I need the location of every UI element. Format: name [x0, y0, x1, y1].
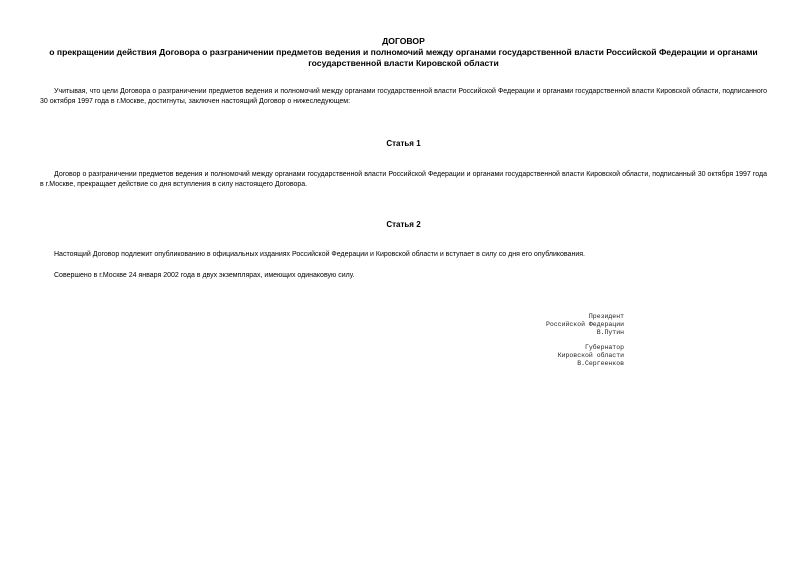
signature-governor: [558, 344, 624, 367]
article-1-heading: Статья 1: [386, 139, 421, 148]
document-title: ДОГОВОР: [382, 36, 425, 46]
signature-position: Кировской области: [557, 351, 624, 359]
signature-name: В.Путин: [596, 328, 624, 336]
signature-title: Президент: [588, 313, 624, 320]
article-1-text: Договор о разграничении предметов ведения и полномочий между органами государственной власти Российской Федерации и органами государственной власти Кировской области, подписанный 30 октября 1997 года в г.Москве, прекращает действие со дня вступления в силу настоящего Договора.: [40, 171, 767, 188]
signature-name: В.Сергеенков: [577, 359, 624, 367]
preamble-paragraph: Учитывая, что цели Договора о разграничении предметов ведения и полномочий между органами государственной власти Российской Федерации и органами государственной власти Кировской области, подписанного 30 октября 1997 года в г.Москве, достигнуты, заключен настоящий Договор о нижеследующем:: [40, 88, 767, 105]
signature-president: [546, 313, 624, 336]
signature-position: Российской Федерации: [545, 320, 624, 328]
article-2-heading: Статья 2: [386, 220, 421, 229]
signature-title: Губернатор: [584, 344, 624, 351]
article-2-text: Настоящий Договор подлежит опубликованию в официальных изданиях Российской Федерации и Кировской области и вступает в силу со дня его опубликования.: [54, 251, 585, 258]
document-subtitle: о прекращении действия Договора о разграничении предметов ведения и полномочий между органами государственной власти Российской Федерации и органами государственной власти Кировской области: [49, 47, 758, 68]
closing-paragraph: Совершено в г.Москве 24 января 2002 года в двух экземплярах, имеющих одинаковую силу.: [54, 272, 355, 279]
document-title-block: [30, 36, 777, 69]
